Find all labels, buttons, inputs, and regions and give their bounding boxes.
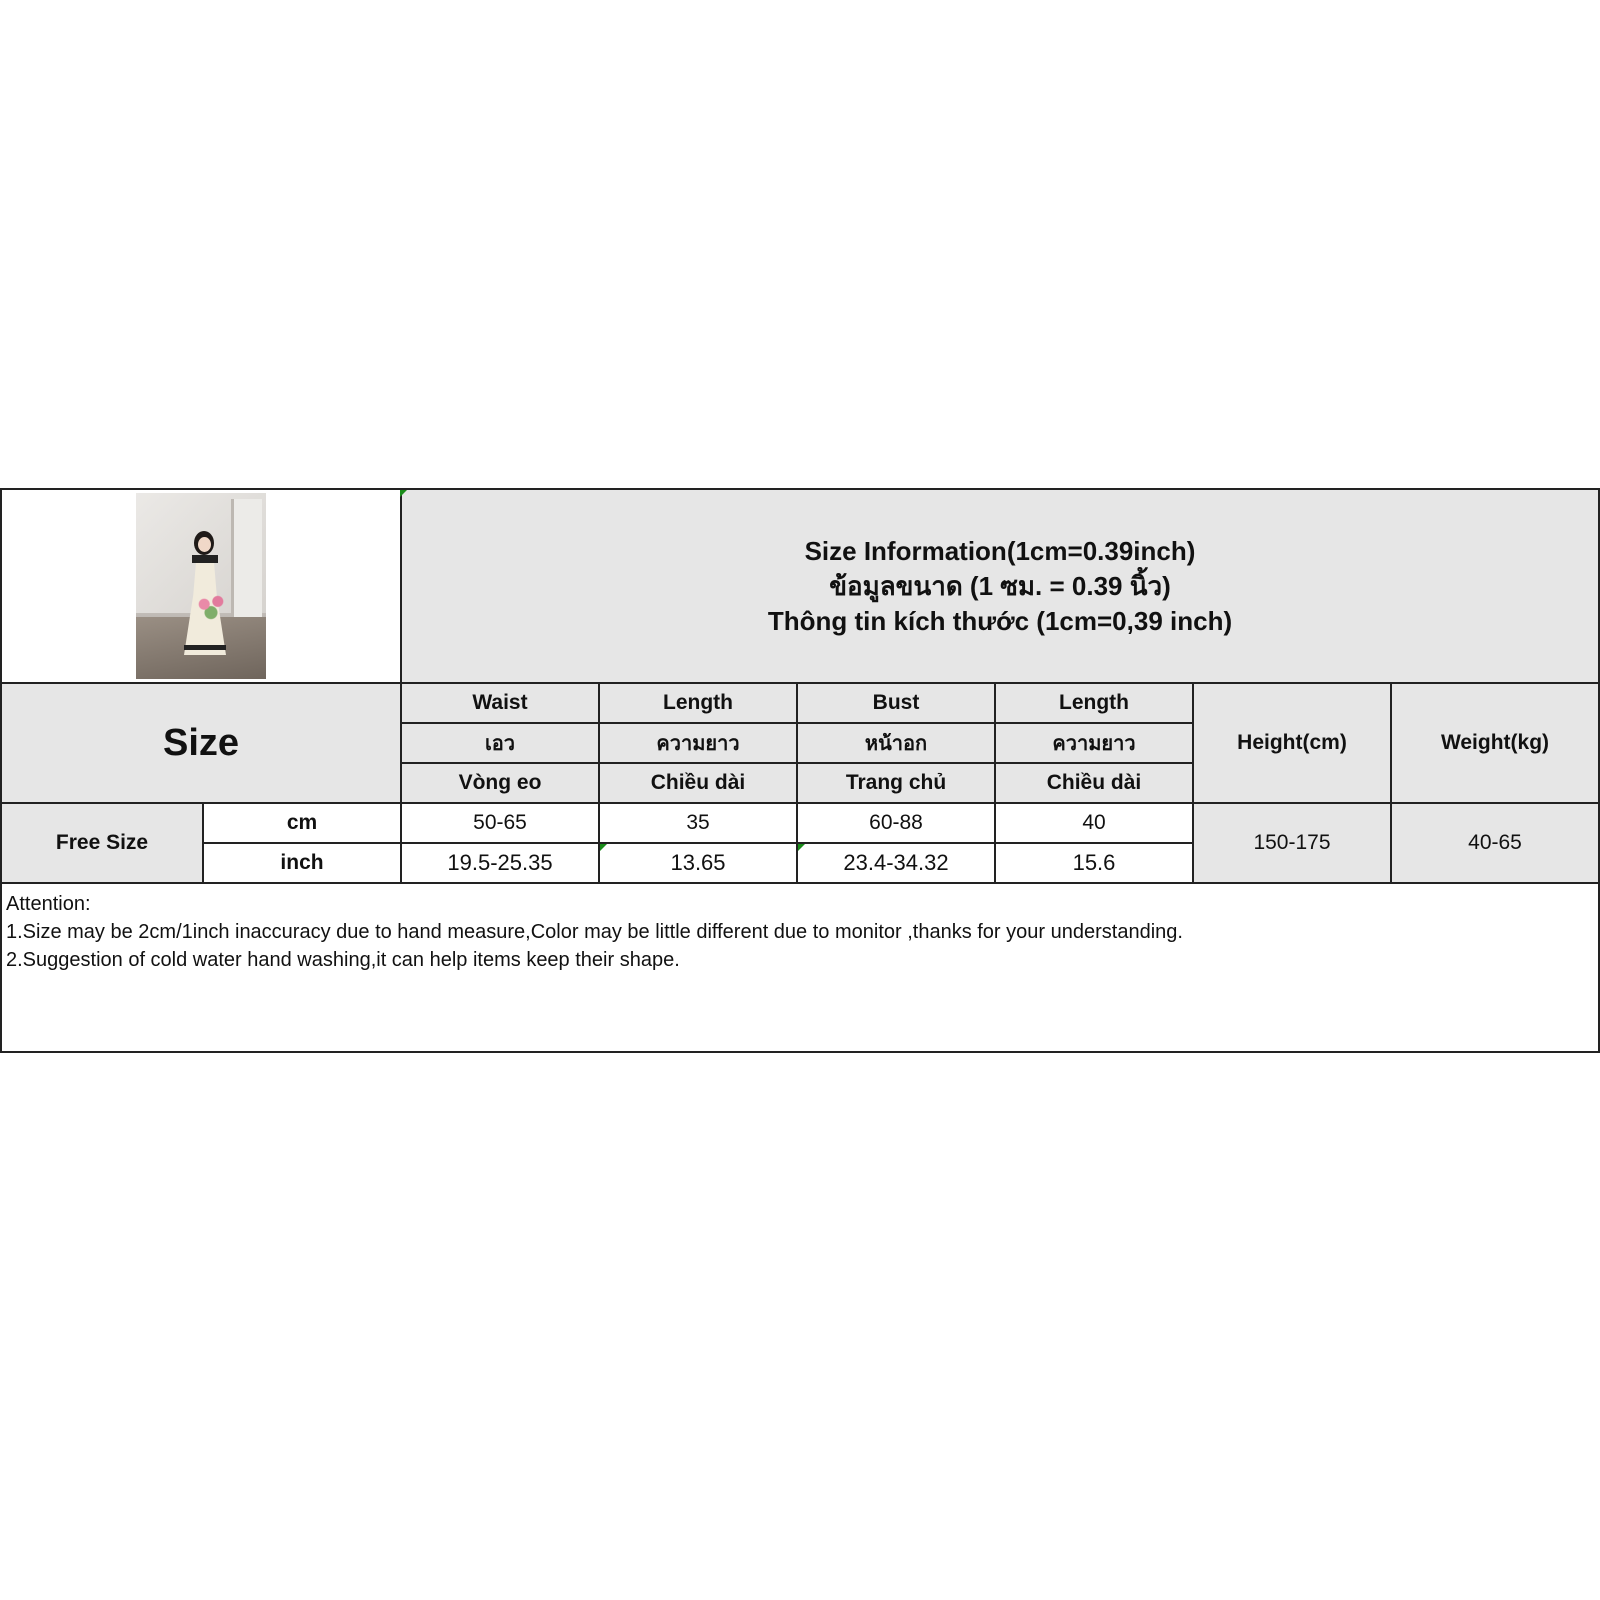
col-weight: Weight(kg) [1390,682,1598,804]
notes-heading: Attention: [6,893,91,915]
col-bust-en: Bust [796,682,996,724]
size-header [2,682,402,804]
product-photo [136,493,266,679]
note-2: 2.Suggestion of cold water hand washing,it can help items keep their shape. [6,949,680,971]
inch-waist: 19.5-25.35 [400,842,600,884]
inch-bust: 23.4-34.32 [796,842,996,884]
col-length2-th: ความยาว [994,722,1194,764]
size-chart [0,488,1600,1053]
col-length1-en: Length [598,682,798,724]
col-waist-vi: Vòng eo [400,762,600,804]
unit-cm: cm [202,802,402,844]
unit-inch: inch [202,842,402,884]
col-length1-vi: Chiều dài [598,762,798,804]
weight-value: 40-65 [1390,802,1598,884]
title-line-en: Size Information(1cm=0.39inch) [804,535,1196,566]
note-1: 1.Size may be 2cm/1inch inaccuracy due to hand measure,Color may be little different due to monitor ,thanks for your understanding. [6,921,1183,943]
col-height: Height(cm) [1192,682,1392,804]
col-bust-vi: Trang chủ [796,762,996,804]
attention-notes [6,890,1183,974]
row-free-size: Free Size [2,802,204,884]
col-bust-th: หน้าอก [796,722,996,764]
cm-bust: 60-88 [796,802,996,844]
col-waist-th: เอว [400,722,600,764]
title-line-vi: Thông tin kích thước (1cm=0,39 inch) [767,605,1233,636]
inch-length1: 13.65 [598,842,798,884]
height-value: 150-175 [1192,802,1392,884]
cm-length2: 40 [994,802,1194,844]
col-length2-vi: Chiều dài [994,762,1194,804]
cell-marker [798,844,805,851]
col-length1-th: ความยาว [598,722,798,764]
title-line-th: ข้อมูลขนาด (1 ซม. = 0.39 นิ้ว) [829,570,1171,601]
cm-length1: 35 [598,802,798,844]
col-waist-en: Waist [400,682,600,724]
col-length2-en: Length [994,682,1194,724]
cm-waist: 50-65 [400,802,600,844]
title-cell [400,490,1598,684]
cell-marker [600,844,607,851]
corner-marker [400,490,407,497]
size-label: Size [162,721,240,764]
inch-length2: 15.6 [994,842,1194,884]
